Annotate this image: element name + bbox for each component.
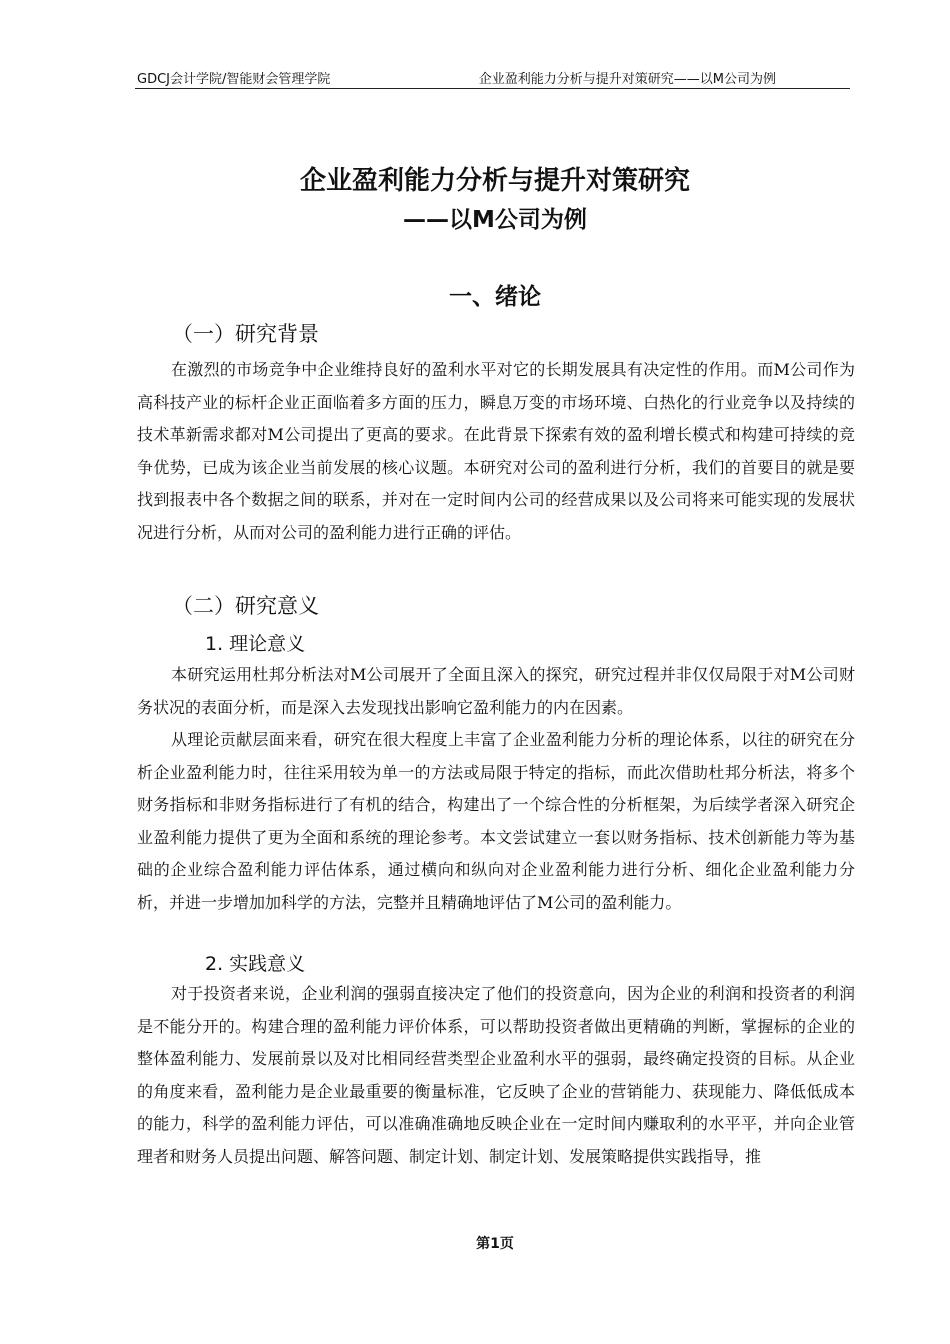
section-heading-background: （一）研究背景 [172,322,319,346]
subsection-heading-theory: 1. 理论意义 [205,633,306,655]
paragraph-theory-1: 本研究运用杜邦分析法对M公司展开了全面且深入的探究，研究过程并非仅仅局限于对M公司财务状况的表面分析，而是深入去发现找出影响它盈利能力的内在因素。 [137,665,855,717]
header-institution: GDCJ会计学院/智能财会管理学院 [137,72,331,87]
chapter-heading: 一、绪论 [449,284,541,310]
page-header [135,68,850,89]
paragraph-background: 在激烈的市场竞争中企业维持良好的盈利水平对它的长期发展具有决定性的作用。而M公司作为高科技产业的标杆企业正面临着多方面的压力，瞬息万变的市场环境、白热化的行业竞争以及持续的技术革新需求都对M公司提出了更高的要求。在此背景下探索有效的盈利增长模式和构建可持续的竞争优势，已成为该企业当前发展的核心议题。本研究对公司的盈利进行分析，我们的首要目的就是要找到报表中各个数据之间的联系，并对在一定时间内公司的经营成果以及公司将来可能实现的发展状况进行分析，从而对公司的盈利能力进行正确的评估。 [137,360,855,542]
section-heading-significance: （二）研究意义 [172,594,319,618]
paragraph-theory-2: 从理论贡献层面来看，研究在很大程度上丰富了企业盈利能力分析的理论体系，以往的研究在分析企业盈利能力时，往往采用较为单一的方法或局限于特定的指标，而此次借助杜邦分析法，将多个财务指标和非财务指标进行了有机的结合，构建出了一个综合性的分析框架，为后续学者深入研究企业盈利能力提供了更为全面和系统的理论参考。本文尝试建立一套以财务指标、技术创新能力等为基础的企业综合盈利能力评估体系，通过横向和纵向对企业盈利能力进行分析、细化企业盈利能力分析，并进一步增加加科学的方法，完整并且精确地评估了M公司的盈利能力。 [137,730,855,912]
paragraph-practice-1: 对于投资者来说，企业利润的强弱直接决定了他们的投资意向，因为企业的利润和投资者的利润是不能分开的。构建合理的盈利能力评价体系，可以帮助投资者做出更精确的判断，掌握标的企业的整体盈利能力、发展前景以及对比相同经营类型企业盈利水平的强弱，最终确定投资的目标。从企业的角度来看，盈利能力是企业最重要的衡量标准，它反映了企业的营销能力、获现能力、降低低成本的能力，科学的盈利能力评估，可以准确准确地反映企业在一定时间内赚取利的水平平，并向企业管理者和财务人员提出问题、解答问题、制定计划、制定计划、发展策略提供实践指导，推 [137,984,855,1166]
header-paper-title: 企业盈利能力分析与提升对策研究——以M公司为例 [478,72,776,87]
page-number: 第1页 [476,1236,514,1252]
paper-subtitle: ——以M公司为例 [403,207,587,233]
subsection-heading-practice: 2. 实践意义 [205,953,306,975]
paper-title: 企业盈利能力分析与提升对策研究 [299,166,690,196]
